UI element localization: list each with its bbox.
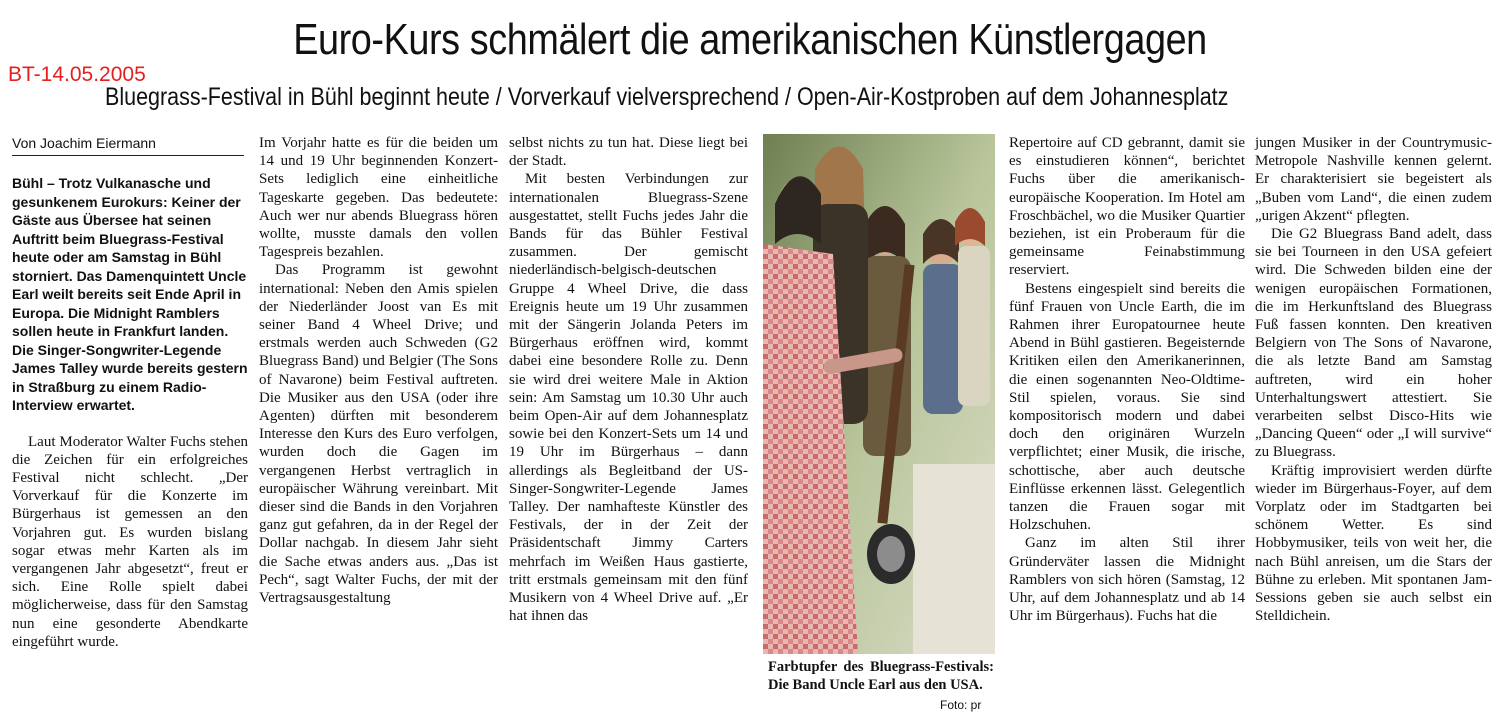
lead-paragraph: Bühl – Trotz Vulkanasche und gesunkenem Eurokurs: Keiner der Gäste aus Übersee hat seinen Auftritt beim Bluegrass-Festival heute oder am Samstag in Bühl storniert. Das Damenquintett Uncle Earl weilt bereits seit Ende April in Europa. Die Midnight Ramblers sollen heute in Frankfurt landen. Die Singer-Songwriter-Legende James Talley wurde bereits gestern in Straßburg zu einem Radio-Interview erwartet. [12,175,248,413]
photo-caption [768,658,994,695]
article-column-2 [259,134,498,607]
body-paragraph: Bestens eingespielt sind bereits die fünf Frauen von Uncle Earth, die im Rahmen ihrer Europatournee heute Abend in Bühl gastieren. Begeisternde Kritiken eilen den Amerikanerinnen, die einen sogenannten Neo-Oldtime-Stil spielen, voraus. Sie sind kompositorisch modern und dabei doch den originären Wurzeln verpflichtet; einer Musik, die irische, schottische, aber auch deutsche Einflüsse erkennen lässt. Gelegentlich tanzen die Frauen sogar mit Holzschuhen. [1009,280,1245,534]
subheadline: Bluegrass-Festival in Bühl beginnt heute / Vorverkauf vielversprechend / Open-Air-Kostproben auf dem Johannesplatz [105,83,1229,111]
article-column-6 [1255,134,1492,625]
body-paragraph: Das Programm ist gewohnt international: Neben den Amis spielen der Niederländer Joost van Es mit seiner Band 4 Wheel Drive; und erstmals werden auch Schweden (G2 Bluegrass Band) und Belgier (The Sons of Navarone) beim Festival auftreten. Die Musiker aus den USA (oder ihre Agenten) dürften mit besonderem Interesse den Kurs des Euro verfolgen, wurden doch die Gagen im vergangenen Herbst vertraglich in europäischer Währung vereinbart. Mit dieser sind die Bands in den Vorjahren ganz gut gefahren, da in der Regel der Dollar nachgab. In diesem Jahr sieht die Sache etwas anders aus. „Das ist Pech“, sagt Walter Fuchs, der mit der Vertragsausgestaltung [259,262,498,607]
body-paragraph: jungen Musiker in der Countrymusic-Metropole Nashville kennen gelernt. Er charakterisiert sie begeistert als „Buben vom Land“, die einen zudem „urigen Akzent“ pflegten. [1255,135,1492,224]
archive-date-stamp: BT-14.05.2005 [8,63,146,86]
byline: Von Joachim Eiermann [12,133,244,156]
band-photo-illustration [763,134,995,654]
body-paragraph: Mit besten Verbindungen zur internationalen Bluegrass-Szene ausgestattet, stellt Fuchs jedes Jahr die Bands für das Bühler Festival zusammen. Der gemischt niederländisch-belgisch-deutschen Gruppe 4 Wheel Drive, die dass Ereignis heute um 19 Uhr zusammen mit der Sängerin Jolanda Peters im Bürgerhaus eröffnen wird, kommt dabei eine besondere Rolle zu. Denn sie wird drei weitere Male in Aktion sein: Am Samstag um 10.30 Uhr auch beim Open-Air auf dem Johannesplatz sowie bei den Konzert-Sets um 14 und 19 Uhr im Bürgerhaus – dann allerdings als Begleitband der US-Singer-Songwriter-Legende James Talley. Der namhafteste Künstler des Festivals, der in der Zeit der Präsidentschaft Jimmy Carters mehrfach im Weißen Haus gastierte, tritt erstmals gemeinsam mit den fünf Musikern von 4 Wheel Drive auf. „Er hat ihnen das [509,171,748,625]
body-paragraph: Laut Moderator Walter Fuchs stehen die Zeichen für ein erfolgreiches Festival nicht schlecht. „Der Vorverkauf für die Konzerte im Bürgerhaus ist gemessen an den Vorjahren gut. Es wurden bislang sogar etwas mehr Karten als im vergangenen Jahr abgesetzt“, freut er sich. Eine Rolle spielt dabei möglicherweise, dass für den Samstag nun eine gesonderte Abendkarte eingeführt wurde. [12,433,248,650]
article-column-5 [1009,134,1245,625]
body-paragraph: Die G2 Bluegrass Band adelt, dass sie bei Tourneen in den USA gefeiert wird. Die Schweden bilden eine der wenigen europäischen Formationen, die im Herkunftsland des Bluegrass Fuß fassen konnten. Den kreativen Belgiern von The Sons of Navarone, die als letzte Band am Samstag auftreten, wird ein hoher Unterhaltungswert attestiert. Sie verarbeiten selbst Disco-Hits wie „Dancing Queen“ oder „I will survive“ zu Bluegrass. [1255,226,1492,461]
body-paragraph: Ganz im alten Stil ihrer Gründerväter lassen die Midnight Ramblers von sich hören (Samstag, 12 Uhr, auf dem Johannesplatz und ab 14 Uhr im Bürgerhaus). Fuchs hat die [1009,535,1245,625]
body-paragraph: Im Vorjahr hatte es für die beiden um 14 und 19 Uhr beginnenden Konzert-Sets lediglich eine einheitliche Tageskarte gegeben. Das bedeutete: Auch wer nur abends Bluegrass hören wollte, musste damals den vollen Tagespreis bezahlen. [259,135,498,261]
article-column-1 [12,174,248,651]
headline: Euro-Kurs schmälert die amerikanischen Künstlergagen [293,15,1207,64]
photo-credit: Foto: pr [940,698,982,712]
body-paragraph: Kräftig improvisiert werden dürfte wieder im Bürgerhaus-Foyer, auf dem Vorplatz oder im Stadtgarten bei schönem Wetter. Es sind Hobbymusiker, teils von weit her, die nach Bühl anreisen, um die Stars der Bühne zu erleben. Mit spontanen Jam-Sessions geben sie auch selbst ein Stelldichein. [1255,462,1492,625]
article-column-3 [509,134,748,625]
photo-caption-text: Farbtupfer des Bluegrass-Festivals: Die Band Uncle Earl aus den USA. [768,659,994,694]
body-paragraph: Repertoire auf CD gebrannt, damit sie es einstudieren können“, berichtet Fuchs über die amerikanisch-europäische Kooperation. Im Hotel am Froschbächel, wo die Musiker Quartier beziehen, ist ein Proberaum für die gemeinsame Feinabstimmung reserviert. [1009,135,1245,279]
band-photo [763,134,995,654]
body-paragraph: selbst nichts zu tun hat. Diese liegt bei der Stadt. [509,135,748,170]
